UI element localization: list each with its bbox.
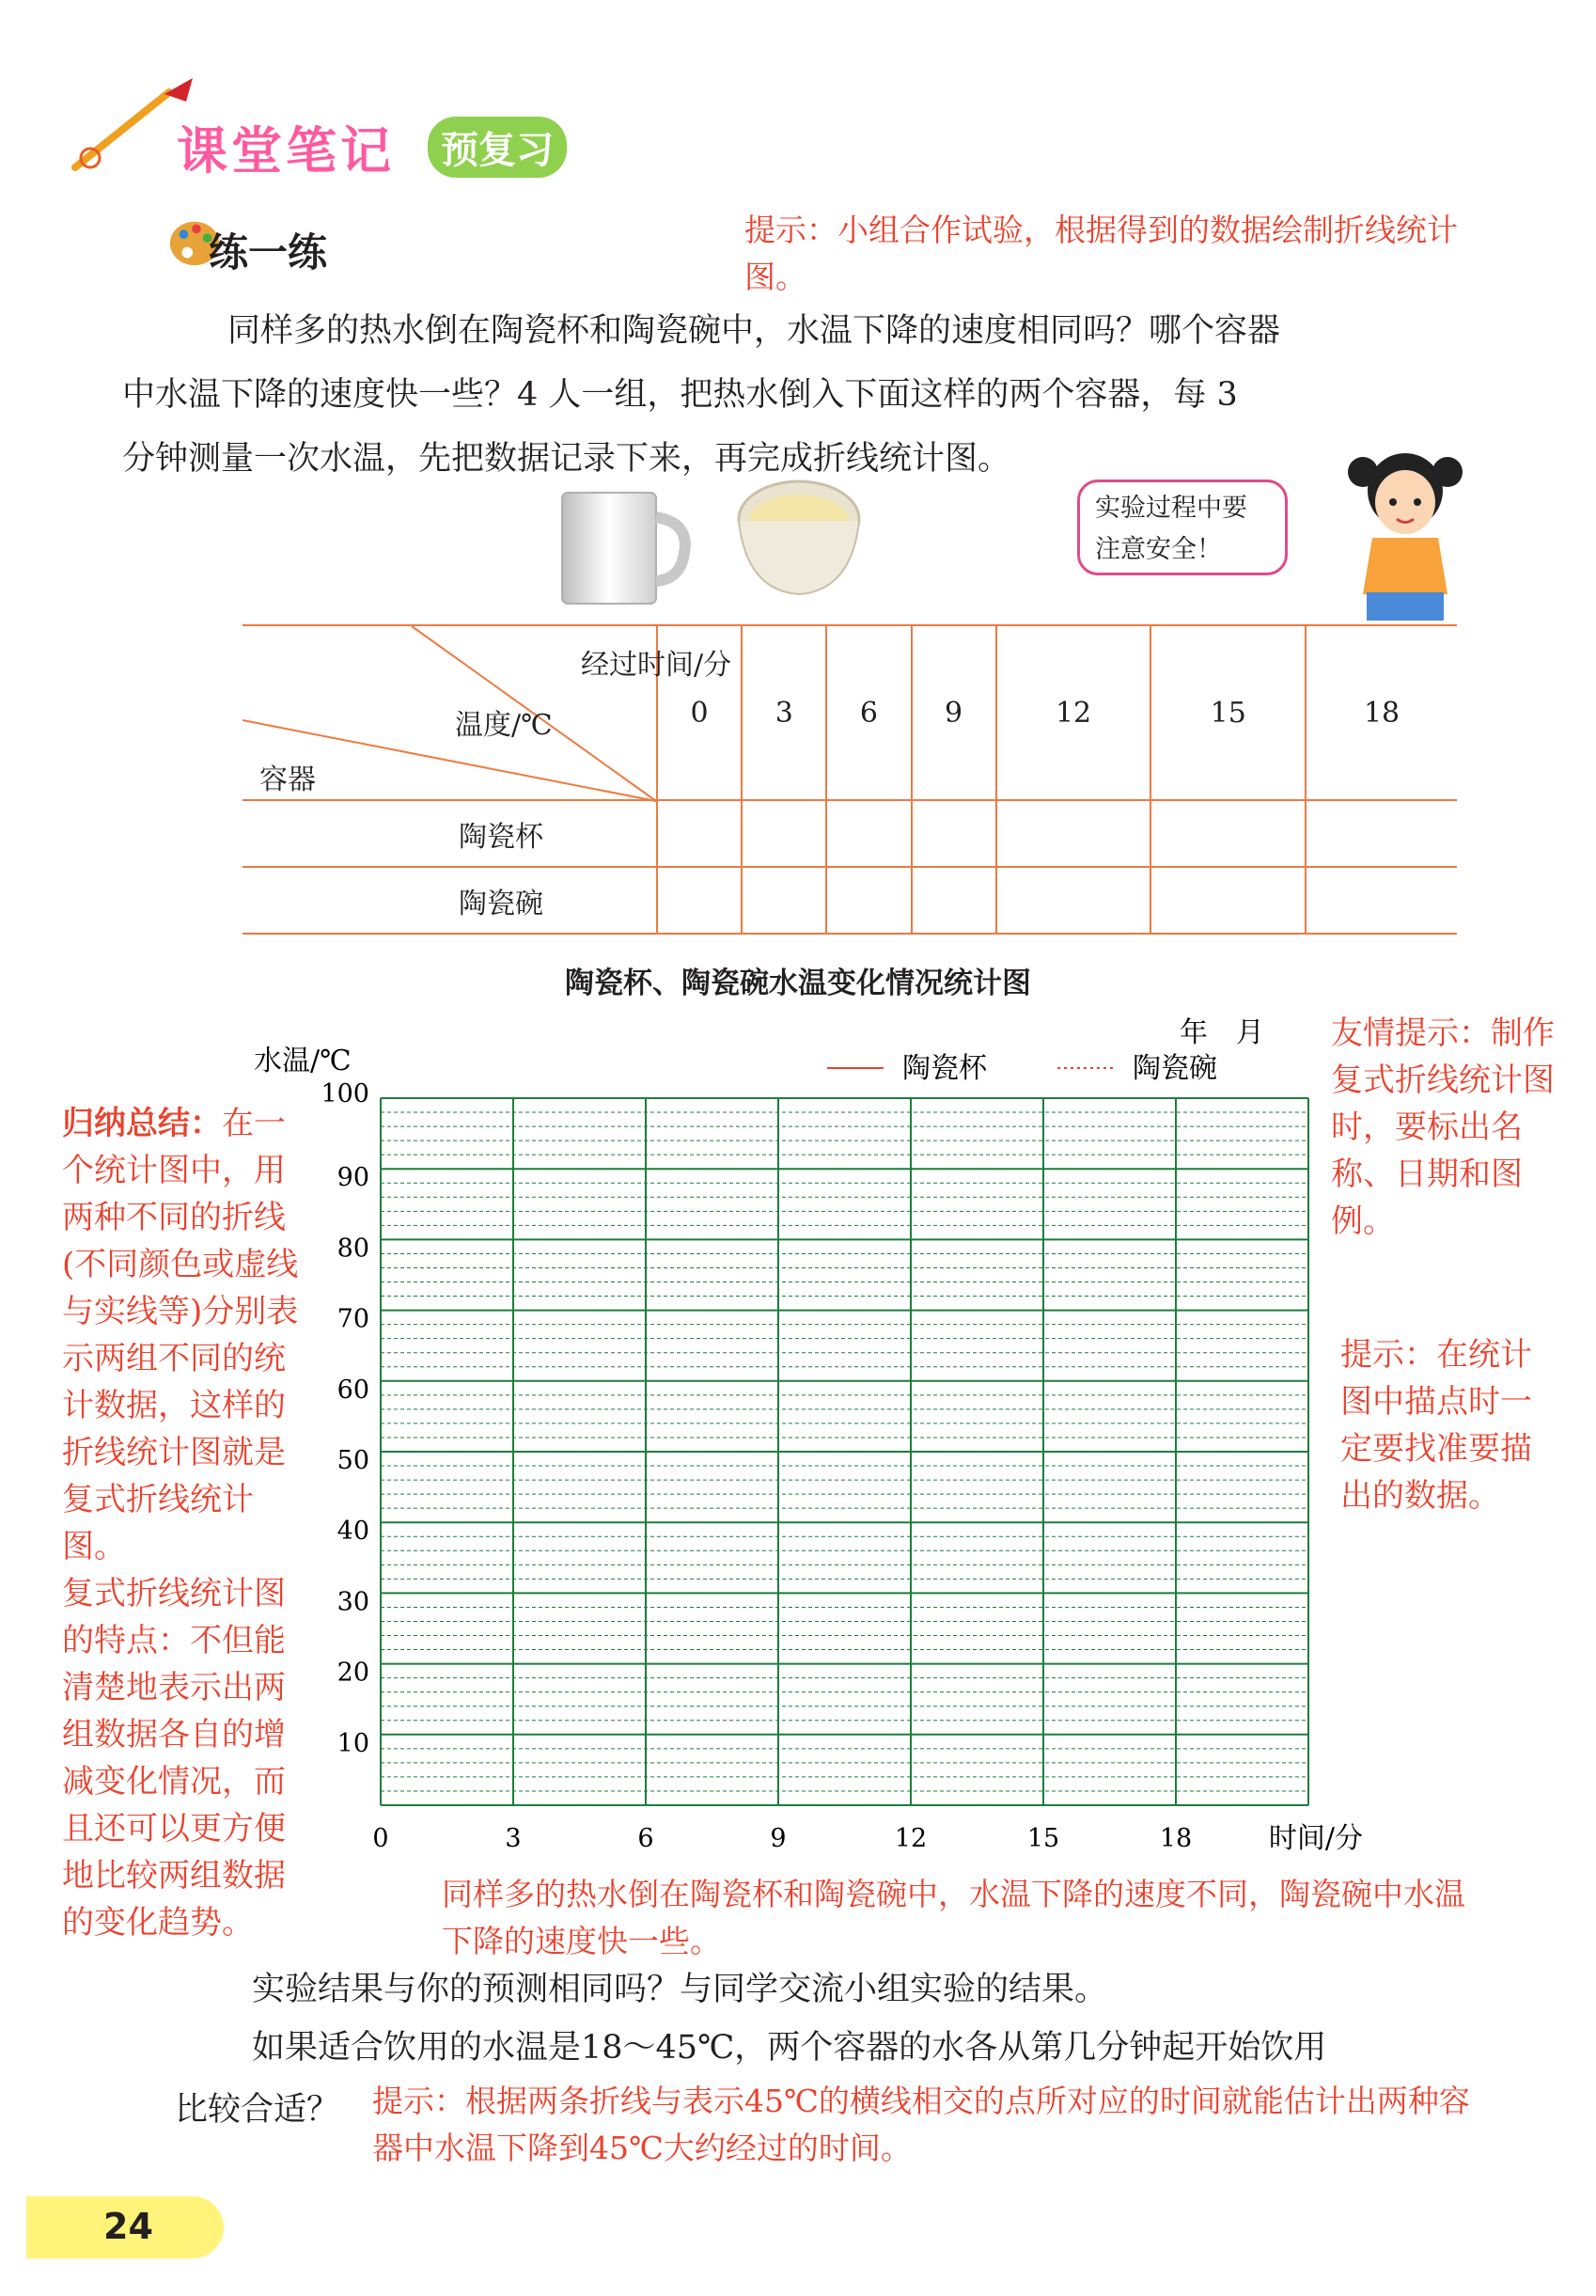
table-cell[interactable] bbox=[657, 800, 742, 867]
bubble-line: 注意安全！ bbox=[1095, 535, 1222, 564]
x-ticks bbox=[372, 1824, 1192, 1853]
y-tick-label: 70 bbox=[336, 1304, 369, 1334]
x-tick-label: 6 bbox=[637, 1824, 654, 1853]
corner-container-label: 容器 bbox=[259, 763, 316, 796]
chart-date-label: 年 月 bbox=[1180, 1016, 1264, 1049]
table-cell[interactable] bbox=[742, 867, 826, 934]
time-header: 0 bbox=[657, 625, 742, 800]
question-2-continued: 比较合适？ bbox=[175, 2091, 340, 2129]
y-tick-label: 80 bbox=[336, 1234, 369, 1264]
time-header: 9 bbox=[912, 625, 996, 800]
y-tick-label: 40 bbox=[336, 1517, 369, 1547]
row-label: 陶瓷碗 bbox=[243, 867, 657, 934]
corner-temp-label: 温度/℃ bbox=[455, 709, 553, 742]
y-axis-label: 水温/℃ bbox=[254, 1045, 352, 1077]
time-header: 3 bbox=[742, 625, 826, 800]
page-header bbox=[66, 73, 592, 186]
table-cell[interactable] bbox=[1150, 800, 1306, 867]
summary-title: 归纳总结： bbox=[62, 1105, 222, 1142]
answer-text: 同样多的热水倒在陶瓷杯和陶瓷碗中，水温下降的速度不同，陶瓷碗中水温下降的速度快一些。 bbox=[442, 1876, 1465, 1959]
y-tick-label: 90 bbox=[336, 1163, 369, 1193]
summary-body: 在一个统计图中，用两种不同的折线(不同颜色或虚线与实线等)分别表示两组不同的统计数据，这样的折线统计图就是复式折线统计图。 bbox=[62, 1105, 299, 1565]
x-tick-label: 18 bbox=[1159, 1824, 1193, 1853]
question-1: 实验结果与你的预测相同吗？与同学交流小组实验的结果。 bbox=[252, 1971, 1108, 2008]
corner-time-label: 经过时间/分 bbox=[581, 649, 732, 682]
page-number-tab bbox=[26, 2196, 224, 2258]
table-cell[interactable] bbox=[742, 800, 826, 867]
x-tick-label: 3 bbox=[505, 1824, 522, 1853]
y-ticks bbox=[321, 1079, 369, 1758]
table-cell[interactable] bbox=[1306, 800, 1457, 867]
summary-notes bbox=[62, 1100, 316, 1946]
table-cell[interactable] bbox=[657, 867, 742, 934]
question-2: 如果适合饮用的水温是18～45℃，两个容器的水各从第几分钟起开始饮用 bbox=[252, 2029, 1327, 2067]
table-cell[interactable] bbox=[996, 867, 1151, 934]
x-tick-label: 15 bbox=[1026, 1824, 1060, 1853]
table-cell[interactable] bbox=[1150, 867, 1306, 934]
table-cell[interactable] bbox=[826, 800, 911, 867]
girl-illustration bbox=[1335, 434, 1476, 622]
y-tick-label: 100 bbox=[321, 1079, 369, 1109]
x-tick-label: 0 bbox=[372, 1824, 389, 1853]
section-title: 练一练 bbox=[209, 229, 328, 275]
intro-line: 分钟测量一次水温，先把数据记录下来，再完成折线统计图。 bbox=[122, 440, 1011, 478]
intro-line: 中水温下降的速度快一些？4 人一组，把热水倒入下面这样的两个容器，每 3 bbox=[122, 376, 1238, 414]
hint-top: 提示：小组合作试验，根据得到的数据绘制折线统计图。 bbox=[744, 212, 1458, 295]
row-label: 陶瓷杯 bbox=[243, 800, 657, 867]
plot-hint: 提示：在统计图中描点时一定要找准要描出的数据。 bbox=[1340, 1336, 1532, 1515]
brand-title: 课堂笔记 bbox=[177, 121, 395, 181]
table-cell[interactable] bbox=[912, 800, 996, 867]
intro-line: 同样多的热水倒在陶瓷杯和陶瓷碗中，水温下降的速度相同吗？哪个容器 bbox=[227, 312, 1281, 350]
table-cell[interactable] bbox=[826, 867, 911, 934]
data-table bbox=[243, 624, 1457, 935]
friendly-hint: 友情提示：制作复式折线统计图时，要标出名称、日期和图例。 bbox=[1331, 1014, 1555, 1240]
chart-grid bbox=[381, 1098, 1308, 1805]
chart-legend bbox=[827, 1052, 1217, 1085]
y-tick-label: 10 bbox=[336, 1728, 369, 1758]
x-tick-label: 12 bbox=[894, 1824, 928, 1853]
speech-bubble bbox=[1077, 480, 1288, 575]
brand-subtitle: 预复习 bbox=[428, 117, 567, 178]
page-number: 24 bbox=[103, 2206, 153, 2247]
y-tick-label: 30 bbox=[336, 1587, 369, 1617]
table-cell[interactable] bbox=[912, 867, 996, 934]
x-tick-label: 9 bbox=[770, 1824, 787, 1853]
table-cell[interactable] bbox=[996, 800, 1151, 867]
x-axis-label: 时间/分 bbox=[1268, 1822, 1363, 1855]
summary-feature: 复式折线统计图的特点：不但能清楚地表示出两组数据各自的增减变化情况，而且还可以更方便地比较两组数据的变化趋势。 bbox=[62, 1575, 286, 1942]
time-header: 6 bbox=[826, 625, 911, 800]
time-header: 18 bbox=[1306, 625, 1457, 800]
legend-label-bowl: 陶瓷碗 bbox=[1133, 1052, 1217, 1085]
y-tick-label: 50 bbox=[336, 1446, 369, 1475]
table-cell[interactable] bbox=[1306, 867, 1457, 934]
y-tick-label: 20 bbox=[336, 1658, 369, 1688]
time-header: 12 bbox=[996, 625, 1151, 800]
hint-bottom: 提示：根据两条折线与表示45℃的横线相交的点所对应的时间就能估计出两种容器中水温下降到45℃大约经过的时间。 bbox=[372, 2083, 1470, 2166]
ceramic-bowl-image bbox=[733, 472, 865, 604]
table-corner-cell bbox=[243, 625, 732, 800]
bubble-line: 实验过程中要 bbox=[1095, 494, 1247, 523]
ceramic-mug-image bbox=[555, 487, 696, 609]
line-chart-grid bbox=[254, 1015, 1372, 1880]
intro-paragraph bbox=[122, 299, 1472, 491]
legend-label-cup: 陶瓷杯 bbox=[902, 1052, 987, 1085]
y-tick-label: 60 bbox=[336, 1375, 369, 1405]
time-header: 15 bbox=[1150, 625, 1306, 800]
chart-title: 陶瓷杯、陶瓷碗水温变化情况统计图 bbox=[565, 967, 1031, 1000]
